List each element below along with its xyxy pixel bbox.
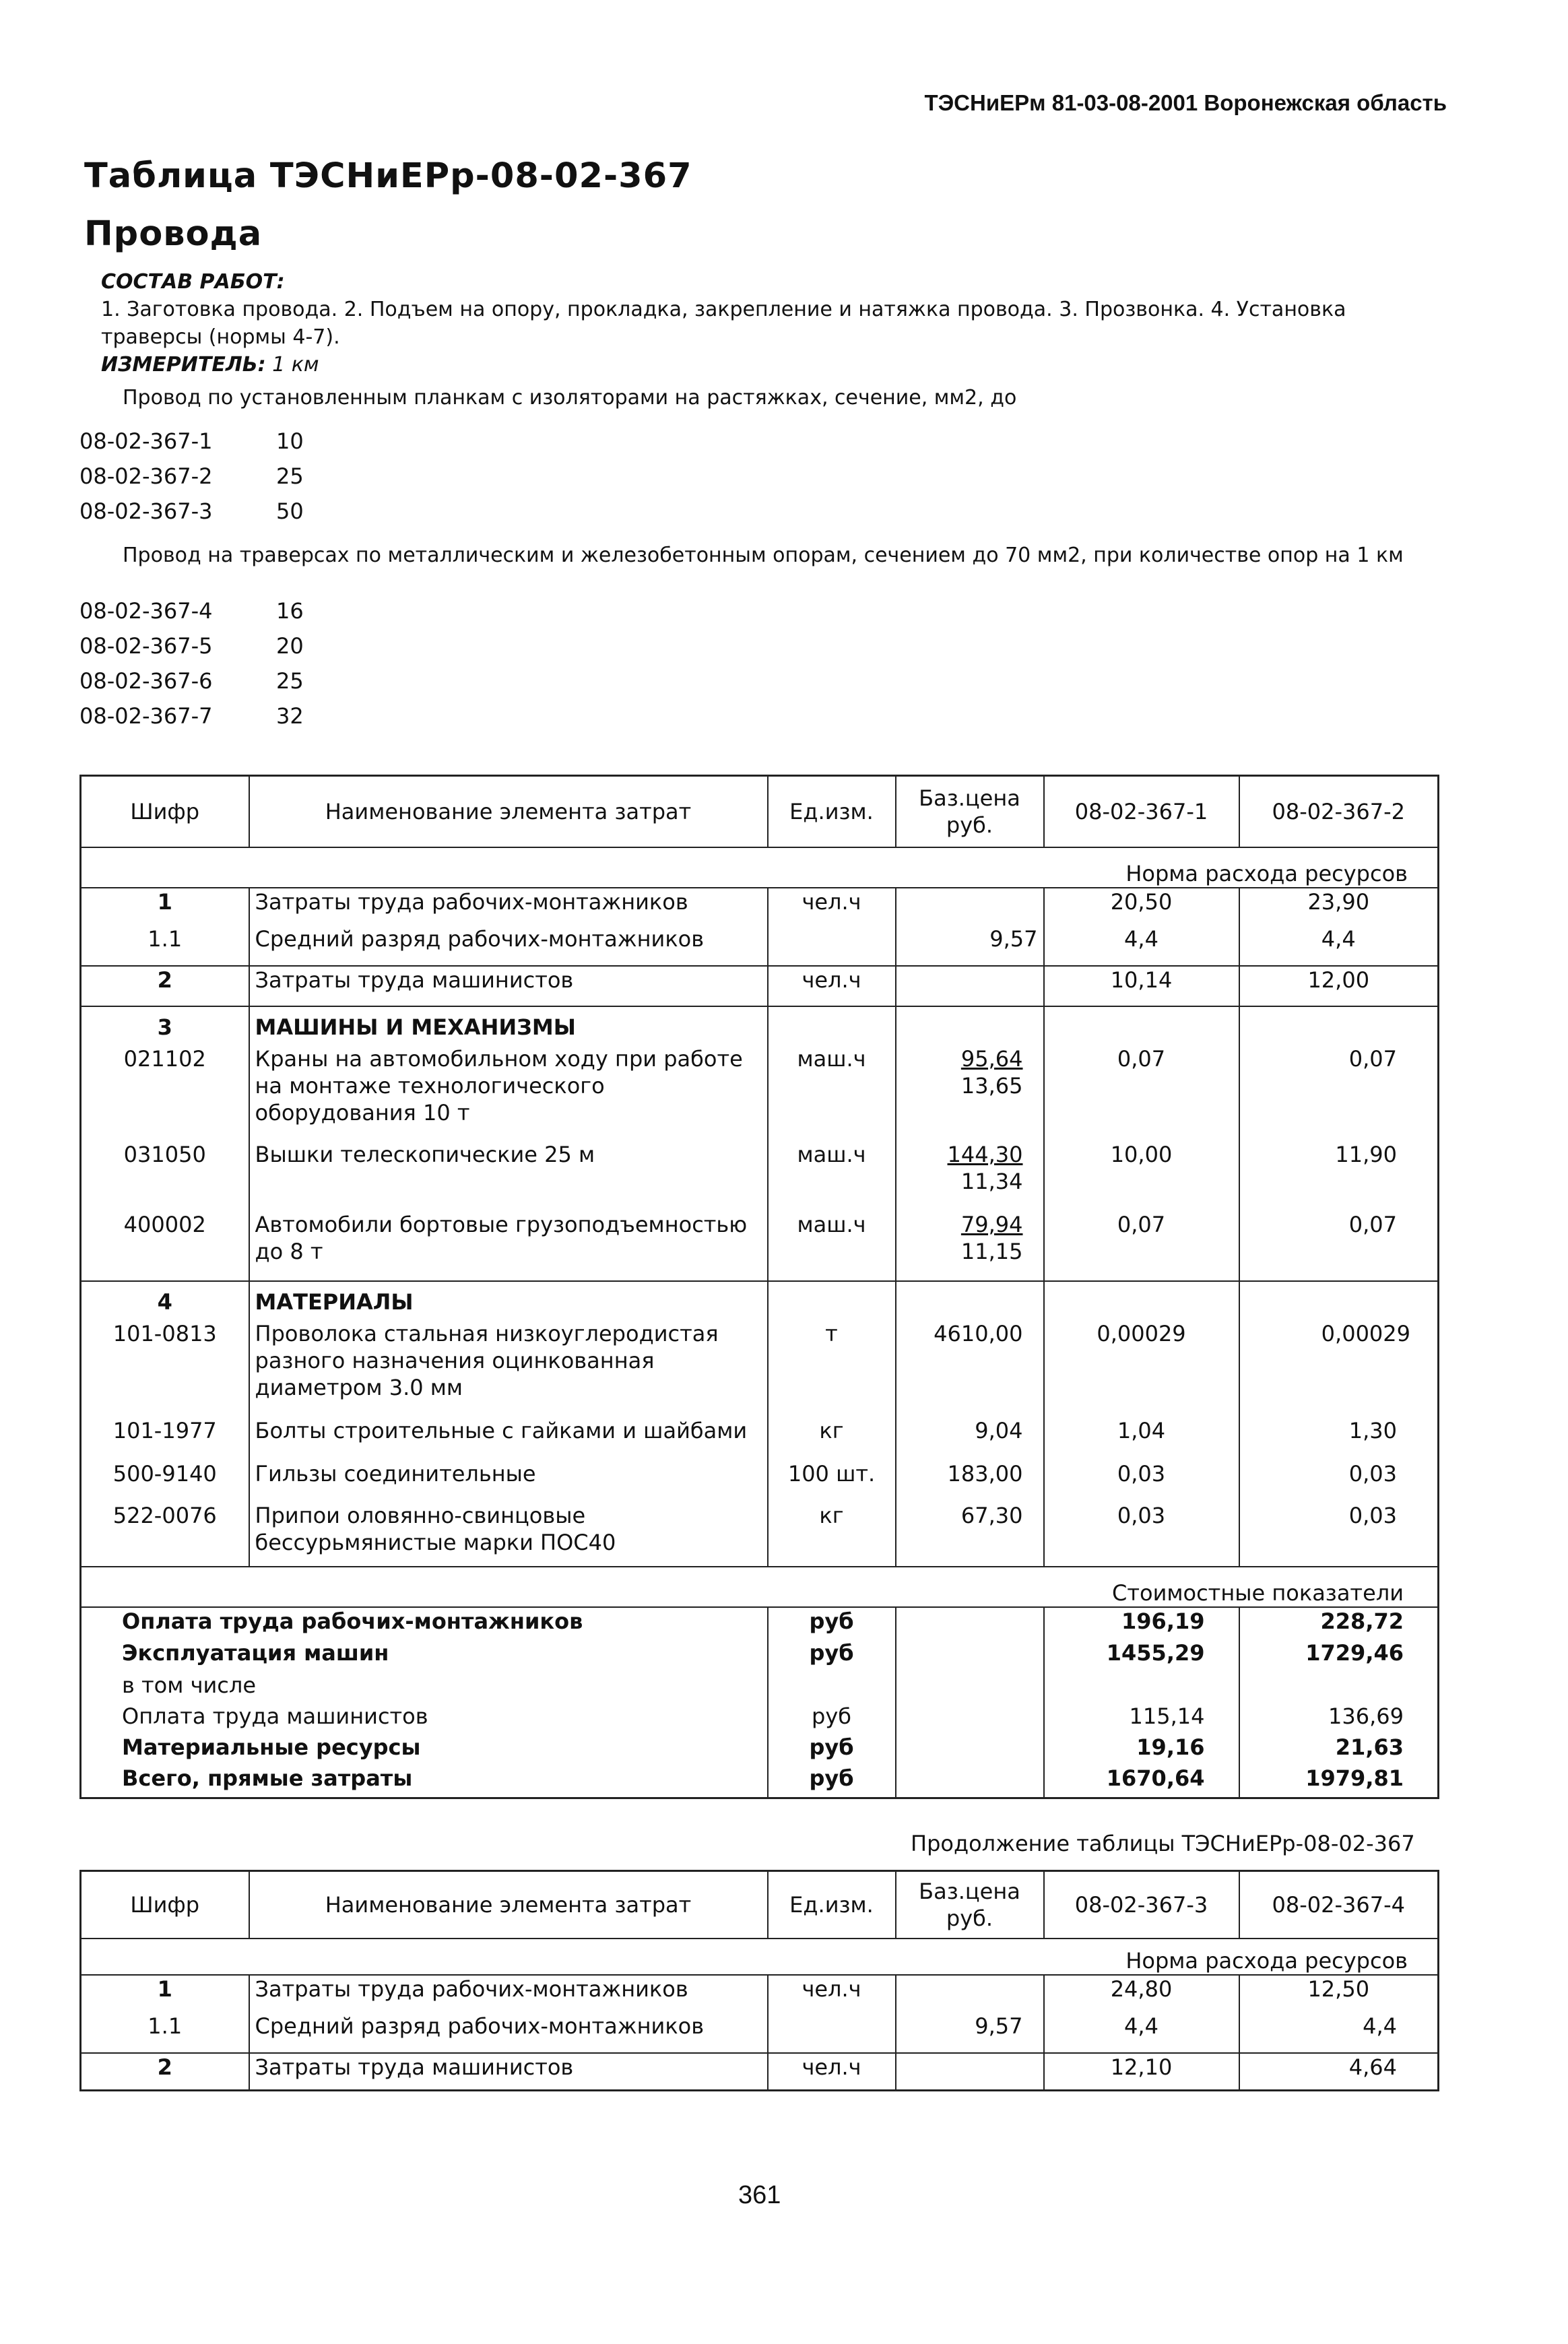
- col-shifr: Шифр: [130, 1891, 200, 1918]
- row-unit: чел.ч: [768, 1975, 896, 2013]
- row-v1: 24,80: [1044, 1975, 1239, 2013]
- row-code: 101-1977: [112, 1417, 217, 1443]
- value: 20: [276, 633, 304, 659]
- table-row: [81, 1975, 1439, 2013]
- row-price: 144,30 11,34: [896, 1141, 1044, 1211]
- list-item: [79, 703, 304, 738]
- row-unit: маш.ч: [768, 1141, 896, 1211]
- row-name: Вышки телескопические 25 м: [249, 1141, 768, 1211]
- row-unit: маш.ч: [768, 1211, 896, 1281]
- col-unit: Ед.изм.: [768, 1871, 896, 1939]
- row-v1: 4,4: [1044, 2013, 1239, 2053]
- table-header-row: [81, 1871, 1439, 1939]
- resource-table-1: [79, 775, 1439, 1799]
- row-unit: кг: [768, 1502, 896, 1567]
- row-v2: 0,03: [1239, 1460, 1439, 1502]
- row-v1: 0,00029: [1044, 1320, 1239, 1417]
- row-v2: 12,00: [1239, 966, 1439, 1006]
- summary-row: [81, 1734, 1439, 1765]
- row-name: Автомобили бортовые грузоподъемностью до 8 т: [249, 1211, 768, 1281]
- table-row: [81, 1045, 1439, 1141]
- row-code: 522-0076: [112, 1502, 217, 1528]
- col-name: Наименование элемента затрат: [249, 776, 768, 847]
- row-name: Затраты труда рабочих-монтажников: [249, 1975, 768, 2013]
- row-price: 9,57: [896, 2013, 1044, 2053]
- table-header-row: [81, 776, 1439, 847]
- row-unit: кг: [768, 1417, 896, 1460]
- group1-text: Провод по установленным планкам с изоляторами на растяжках, сечение, мм2, до: [123, 386, 1017, 410]
- row-name: Болты строительные с гайками и шайбами: [249, 1417, 768, 1460]
- row-v1: 12,10: [1044, 2053, 1239, 2091]
- col-code-2: 08-02-367-4: [1239, 1871, 1439, 1939]
- row-price: 67,30: [896, 1502, 1044, 1567]
- table-row: [81, 2053, 1439, 2091]
- izm-value: 1 км: [272, 353, 319, 377]
- row-v2: 1,30: [1239, 1417, 1439, 1460]
- sostav-label: СОСТАВ РАБОТ:: [101, 270, 285, 294]
- table-row: [81, 1141, 1439, 1211]
- row-v2: 0,03: [1239, 1502, 1439, 1567]
- code: 08-02-367-6: [79, 668, 213, 694]
- row-unit: т: [768, 1320, 896, 1417]
- continuation-label: Продолжение таблицы ТЭСНиЕРр-08-02-367: [911, 1831, 1415, 1856]
- list-item: [79, 428, 304, 463]
- summary-unit: руб: [768, 1607, 896, 1639]
- measure-line: [79, 351, 1440, 379]
- row-price: 95,64 13,65: [896, 1045, 1044, 1141]
- code: 08-02-367-7: [79, 703, 213, 729]
- row-v1: 20,50: [1044, 888, 1239, 925]
- summary-name: в том числе: [122, 1672, 256, 1698]
- col-price: Баз.цена руб.: [896, 776, 1044, 847]
- row-code: 4: [157, 1289, 172, 1315]
- value: 25: [276, 463, 304, 489]
- row-v2: 4,4: [1239, 925, 1439, 966]
- code: 08-02-367-1: [79, 428, 213, 454]
- running-header: ТЭСНиЕРм 81-03-08-2001 Воронежская область: [924, 90, 1447, 115]
- row-unit: маш.ч: [768, 1045, 896, 1141]
- row-name: Средний разряд рабочих-монтажников: [249, 925, 768, 966]
- summary-row: [81, 1607, 1439, 1639]
- table-row: [81, 1460, 1439, 1502]
- row-unit: 100 шт.: [768, 1460, 896, 1502]
- row-v2: 4,4: [1239, 2013, 1439, 2053]
- row-v1: 0,03: [1044, 1460, 1239, 1502]
- row-code: 2: [157, 2054, 172, 2080]
- col-shifr: Шифр: [130, 798, 200, 824]
- value: 10: [276, 428, 304, 454]
- summary-v1: 1455,29: [1044, 1639, 1239, 1672]
- summary-v2: 1979,81: [1239, 1765, 1439, 1798]
- group1-list: [79, 428, 304, 533]
- value: 25: [276, 668, 304, 694]
- summary-name: Оплата труда рабочих-монтажников: [122, 1608, 583, 1634]
- summary-unit: руб: [768, 1703, 896, 1734]
- row-price: 9,04: [896, 1417, 1044, 1460]
- row-name: Краны на автомобильном ходу при работе на монтаже технологического оборудования 10 т: [249, 1045, 768, 1141]
- summary-v2: 21,63: [1239, 1734, 1439, 1765]
- norm-label-row: [81, 847, 1439, 888]
- col-name: Наименование элемента затрат: [249, 1871, 768, 1939]
- row-unit: чел.ч: [768, 888, 896, 925]
- table-title: Таблица ТЭСНиЕРр-08-02-367: [84, 156, 692, 196]
- code: 08-02-367-3: [79, 498, 213, 524]
- row-v2: 11,90: [1239, 1141, 1439, 1211]
- code: 08-02-367-5: [79, 633, 213, 659]
- table-row: [81, 888, 1439, 925]
- page-number: 361: [738, 2181, 781, 2209]
- list-item: [79, 598, 304, 633]
- norm-label-row: [81, 1939, 1439, 1975]
- row-price: 4610,00: [896, 1320, 1044, 1417]
- section-row: [81, 1006, 1439, 1045]
- value: 50: [276, 498, 304, 524]
- row-name: Припои оловянно-свинцовые бессурьмянистые марки ПОС40: [249, 1502, 768, 1567]
- row-v1: 10,14: [1044, 966, 1239, 1006]
- code: 08-02-367-2: [79, 463, 213, 489]
- norm-label: Норма расхода ресурсов: [1125, 1947, 1408, 1974]
- list-item: [79, 463, 304, 498]
- row-code: 2: [157, 967, 172, 993]
- row-v1: 1,04: [1044, 1417, 1239, 1460]
- col-code-1: 08-02-367-1: [1044, 776, 1239, 847]
- row-v2: 4,64: [1239, 2053, 1439, 2091]
- table-row: [81, 925, 1439, 966]
- section-row: [81, 1281, 1439, 1320]
- list-item: [79, 498, 304, 533]
- summary-v1: 115,14: [1044, 1703, 1239, 1734]
- list-item: [79, 668, 304, 703]
- row-v1: 10,00: [1044, 1141, 1239, 1211]
- summary-v2: 136,69: [1239, 1703, 1439, 1734]
- row-code: 031050: [123, 1141, 206, 1167]
- row-name: Затраты труда рабочих-монтажников: [249, 888, 768, 925]
- row-v2: 0,00029: [1239, 1320, 1439, 1417]
- summary-row: [81, 1703, 1439, 1734]
- summary-row: [81, 1765, 1439, 1798]
- row-v1: 0,07: [1044, 1045, 1239, 1141]
- row-code: 1.1: [148, 2013, 183, 2039]
- value: 32: [276, 703, 304, 729]
- row-v1: 4,4: [1044, 925, 1239, 966]
- row-unit: чел.ч: [768, 966, 896, 1006]
- row-v2: 0,07: [1239, 1211, 1439, 1281]
- summary-name: Всего, прямые затраты: [122, 1765, 413, 1791]
- row-price: 79,94 11,15: [896, 1211, 1044, 1281]
- row-v2: 0,07: [1239, 1045, 1439, 1141]
- cost-label: Стоимостные показатели: [1112, 1580, 1404, 1606]
- value: 16: [276, 598, 304, 624]
- table-row: [81, 1211, 1439, 1281]
- summary-name: Эксплуатация машин: [122, 1639, 389, 1666]
- summary-name: Материальные ресурсы: [122, 1734, 421, 1760]
- col-code-2: 08-02-367-2: [1239, 776, 1439, 847]
- table-row: [81, 2013, 1439, 2053]
- summary-v2: 228,72: [1239, 1607, 1439, 1639]
- row-code: 3: [157, 1014, 172, 1040]
- row-code: 400002: [123, 1211, 206, 1237]
- row-v1: 0,03: [1044, 1502, 1239, 1567]
- section-title: МАШИНЫ И МЕХАНИЗМЫ: [249, 1006, 768, 1045]
- row-price: 9,57: [896, 925, 1044, 966]
- row-name: Затраты труда машинистов: [249, 2053, 768, 2091]
- work-composition: [79, 268, 1440, 412]
- row-code: 101-0813: [112, 1320, 217, 1346]
- summary-name: Оплата труда машинистов: [122, 1703, 428, 1729]
- summary-v1: 19,16: [1044, 1734, 1239, 1765]
- table-row: [81, 966, 1439, 1006]
- row-v2: 23,90: [1239, 888, 1439, 925]
- row-code: 1.1: [148, 925, 183, 952]
- section-title: МАТЕРИАЛЫ: [249, 1281, 768, 1320]
- izm-label: ИЗМЕРИТЕЛЬ:: [101, 353, 266, 377]
- sostav-text: 1. Заготовка провода. 2. Подъем на опору, прокладка, закрепление и натяжка провода. 3. Прозвонка. 4. Установка траверсы (нормы 4-7).: [101, 298, 1346, 349]
- row-code: 1: [157, 1976, 172, 2002]
- summary-row: [81, 1639, 1439, 1672]
- row-price: 183,00: [896, 1460, 1044, 1502]
- group2-text: Провод на траверсах по металлическим и железобетонным опорам, сечением до 70 мм2, при количестве опор на 1 км: [123, 544, 1404, 567]
- code: 08-02-367-4: [79, 598, 213, 624]
- summary-row: [81, 1672, 1439, 1703]
- cost-label-row: [81, 1567, 1439, 1607]
- row-v2: 12,50: [1239, 1975, 1439, 2013]
- summary-v1: 196,19: [1044, 1607, 1239, 1639]
- summary-v1: 1670,64: [1044, 1765, 1239, 1798]
- col-unit: Ед.изм.: [768, 776, 896, 847]
- table-row: [81, 1417, 1439, 1460]
- row-name: Средний разряд рабочих-монтажников: [249, 2013, 768, 2053]
- list-item: [79, 633, 304, 668]
- row-name: Проволока стальная низкоуглеродистая разного назначения оцинкованная диаметром 3.0 мм: [249, 1320, 768, 1417]
- row-unit: чел.ч: [768, 2053, 896, 2091]
- table-subtitle: Провода: [84, 214, 263, 254]
- row-name: Гильзы соединительные: [249, 1460, 768, 1502]
- col-price: Баз.цена руб.: [896, 1871, 1044, 1939]
- row-code: 500-9140: [112, 1460, 217, 1487]
- group2-list: [79, 598, 304, 738]
- table-row: [81, 1320, 1439, 1417]
- summary-v2: 1729,46: [1239, 1639, 1439, 1672]
- row-code: 1: [157, 888, 172, 915]
- summary-unit: руб: [768, 1734, 896, 1765]
- row-v1: 0,07: [1044, 1211, 1239, 1281]
- summary-unit: руб: [768, 1639, 896, 1672]
- row-name: Затраты труда машинистов: [249, 966, 768, 1006]
- resource-table-2: [79, 1870, 1439, 2091]
- row-code: 021102: [123, 1045, 206, 1072]
- norm-label: Норма расхода ресурсов: [1125, 860, 1408, 886]
- col-code-1: 08-02-367-3: [1044, 1871, 1239, 1939]
- summary-unit: руб: [768, 1765, 896, 1798]
- table-row: [81, 1502, 1439, 1567]
